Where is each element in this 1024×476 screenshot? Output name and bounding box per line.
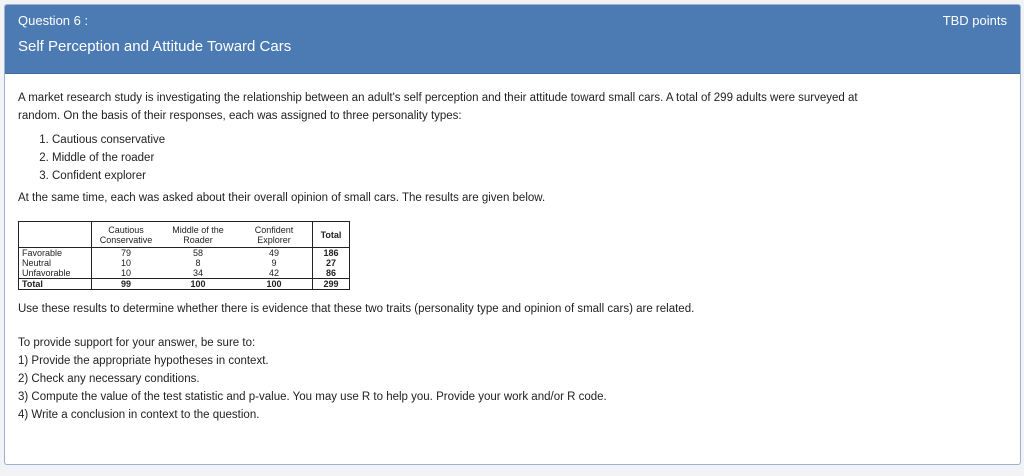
step-item: 3) Compute the value of the test statistic and p-value. You may use R to help you. Provide your work and/or R code. [18, 391, 607, 403]
list-item: 3. Confident explorer [52, 167, 868, 185]
table-cell: 27 [325, 258, 336, 268]
row-label: Unfavorable [19, 268, 92, 279]
table-total-row [19, 279, 350, 290]
table-cell: 99 [92, 279, 161, 290]
table-cell: 186 [313, 248, 350, 259]
list-item: 2. Middle of the roader [52, 149, 868, 167]
step-item: 4) Write a conclusion in context to the question. [18, 409, 260, 421]
question-body [18, 89, 868, 424]
table-cell: 299 [313, 279, 350, 290]
table-cell: 86 [325, 268, 336, 278]
column-header: Cautious Conservative [92, 222, 161, 248]
table-cell: 8 [195, 258, 201, 268]
table-cell: 42 [236, 268, 313, 279]
table-row [19, 268, 350, 279]
table-row [19, 258, 350, 268]
table-cell: 10 [120, 268, 131, 278]
table-cell: 9 [236, 258, 313, 268]
table-cell: 79 [92, 248, 161, 259]
table-cell: 34 [192, 268, 203, 278]
row-label: Total [19, 279, 92, 290]
use-results-paragraph: Use these results to determine whether there is evidence that these two traits (personality type and opinion of small cars) are related. [18, 303, 695, 315]
table-cell: 58 [160, 248, 236, 259]
question-header [5, 5, 1020, 74]
column-header: Confident Explorer [236, 222, 313, 248]
opinion-paragraph: At the same time, each was asked about their overall opinion of small cars. The results are given below. [18, 192, 546, 204]
support-intro: To provide support for your answer, be sure to: [18, 337, 256, 349]
step-item: 1) Provide the appropriate hypotheses in context. [18, 355, 269, 367]
list-item: 1. Cautious conservative [52, 131, 868, 149]
table-cell: 49 [236, 248, 313, 259]
table-corner [19, 222, 92, 248]
question-title: Self Perception and Attitude Toward Cars [18, 38, 292, 55]
table-cell: 10 [120, 258, 131, 268]
intro-paragraph: A market research study is investigating the relationship between an adult's self perception and their attitude toward small cars. A total of 299 adults were surveyed at random. On the basis of their responses, each was assigned to three personality types: [18, 92, 858, 122]
table-cell: 100 [236, 279, 313, 290]
results-table [18, 221, 350, 290]
column-header: Total [313, 222, 350, 248]
column-header: Middle of the Roader [160, 222, 236, 248]
personality-types-list [18, 131, 868, 185]
row-label: Neutral [19, 258, 92, 268]
step-item: 2) Check any necessary conditions. [18, 373, 200, 385]
points-label: TBD points [942, 13, 1007, 28]
table-cell: 100 [160, 279, 236, 290]
question-card [4, 4, 1021, 465]
row-label: Favorable [19, 248, 92, 259]
table-row [19, 248, 350, 259]
question-number: Question 6 : [18, 13, 89, 28]
